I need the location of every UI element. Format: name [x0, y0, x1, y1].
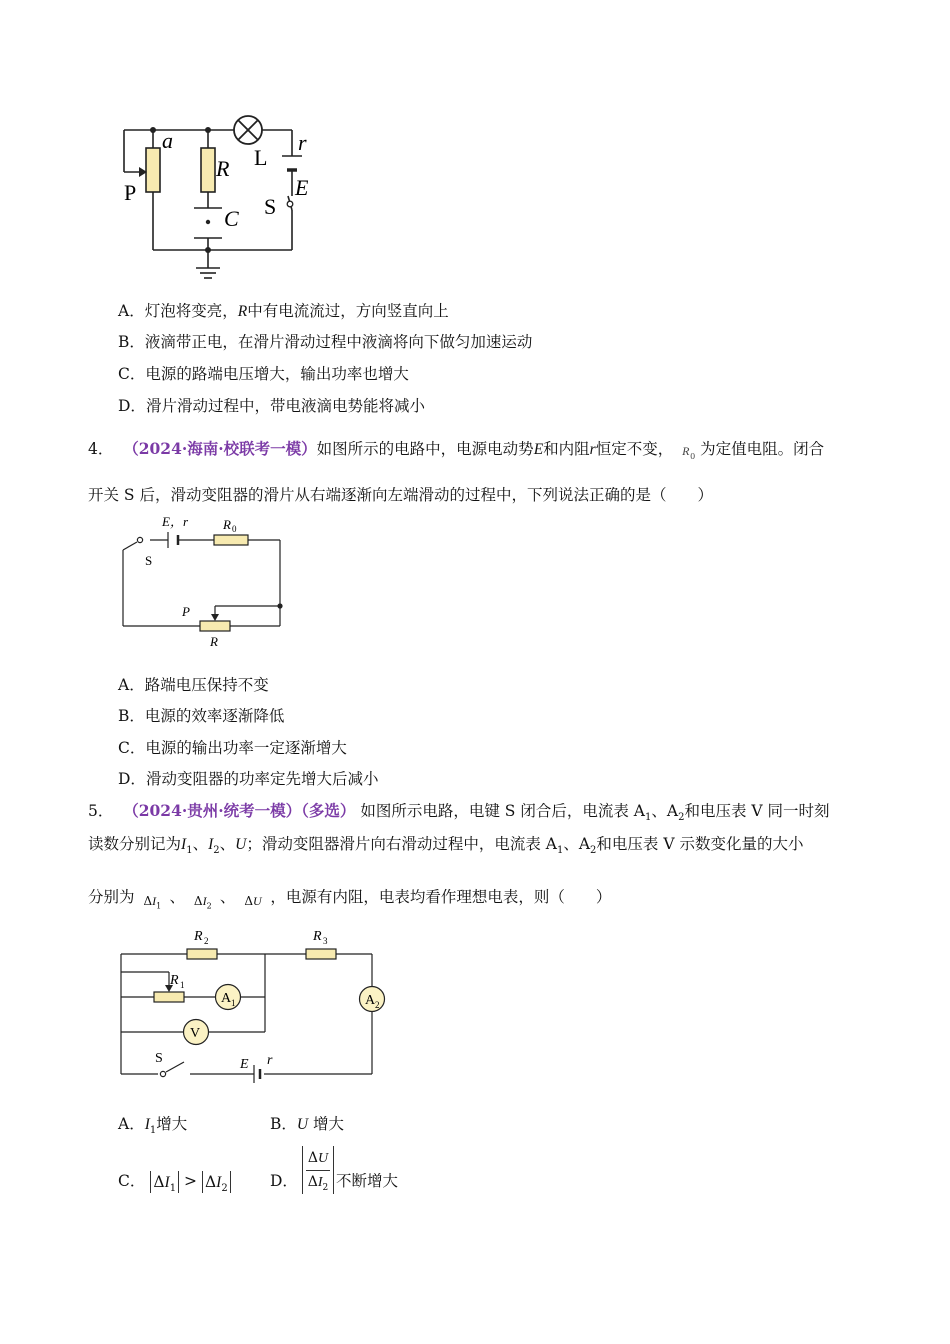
q4-label-S: S — [145, 553, 153, 568]
q4-stem-line1: 4． （2024·海南·校联考一模）如图所示的电路中，电源电动势E和内阻r恒定不变， R 0 为定值电阻。闭合 — [88, 439, 825, 461]
q3-label-a: a — [162, 128, 173, 153]
q5-label-S: S — [155, 1051, 163, 1066]
q3-option-b: B．液滴带正电，在滑片滑动过程中液滴将向下做匀加速运动 — [118, 333, 533, 351]
q5-label-A1: A — [221, 991, 232, 1006]
q3-label-r: r — [298, 130, 307, 155]
q3-option-c: C．电源的路端电压增大，输出功率也增大 — [118, 365, 409, 383]
q4-label-R0: R — [223, 517, 231, 532]
q5-label-V: V — [190, 1026, 201, 1041]
q5-option-c: C． $\Delta I_1 > \Delta I_2$ — [118, 1171, 231, 1193]
q4-option-c: C．电源的输出功率一定逐渐增大 — [118, 739, 347, 757]
q3-label-S: S — [264, 194, 277, 219]
q3-option-d: D．滑片滑动过程中，带电液滴电势能将减小 — [118, 397, 425, 415]
q5-label-R3: R — [313, 929, 322, 944]
q4-option-b: B．电源的效率逐渐降低 — [118, 707, 285, 725]
q5-stem-line3: 分别为 $\Delta I_1$ 、 $\Delta I_2$ 、 ΔU ，电源有内阻，电表均看作理想电表，则（ ） — [88, 888, 612, 911]
q5-label-R1-sub: 1 — [180, 980, 185, 990]
q4-option-a: A．路端电压保持不变 — [118, 676, 269, 694]
q3-label-R: R — [216, 156, 230, 181]
q5-label-A2: A — [365, 993, 376, 1008]
q5-option-a: A．$I_1$增大 — [118, 1115, 188, 1137]
q5-label-A1-sub: 1 — [231, 998, 236, 1008]
q3-option-a: A．灯泡将变亮，R中有电流流过，方向竖直向上 — [118, 302, 449, 320]
q3-circuit-figure — [110, 110, 330, 288]
q5-label-R2: R — [194, 929, 203, 944]
q3-label-E: E — [295, 175, 309, 200]
q5-label-R3-sub: 3 — [323, 936, 328, 946]
q4-label-R0-sub: 0 — [232, 524, 237, 534]
q5-label-R2-sub: 2 — [204, 936, 209, 946]
q5-option-b: B．U 增大 — [270, 1115, 345, 1133]
q5-label-E: E — [240, 1057, 249, 1072]
q4-label-P: P — [182, 604, 190, 619]
q5-label-R1: R — [170, 973, 179, 988]
q5-label-r: r — [267, 1053, 273, 1068]
q3-label-L: L — [254, 145, 268, 170]
q5-label-A2-sub: 2 — [375, 1000, 380, 1010]
q4-circuit-figure — [110, 510, 290, 652]
q3-label-C: C — [224, 206, 239, 231]
q5-stem-line2: 读数分别记为$I_1$、$I_2$、U；滑动变阻器滑片向右滑动过程中，电流表 $A_1$、$A_2$和电压表 V 示数变化量的大小 — [88, 835, 804, 857]
q4-label-Er: E，r — [162, 514, 189, 529]
q3-label-P: P — [124, 180, 137, 205]
q5-stem-line1: 5． （2024·贵州·统考一模）（多选） 如图所示电路，电键 S 闭合后，电流表 $A_1$、$A_2$和电压表 V 同一时刻 — [88, 801, 830, 824]
q4-stem-line2: 开关 S 后，滑动变阻器的滑片从右端逐渐向左端滑动的过程中，下列说法正确的是（ ） — [88, 486, 713, 504]
q4-label-R: R — [210, 634, 218, 649]
q4-option-d: D．滑动变阻器的功率定先增大后减小 — [118, 770, 379, 788]
q5-circuit-figure — [110, 922, 390, 1084]
